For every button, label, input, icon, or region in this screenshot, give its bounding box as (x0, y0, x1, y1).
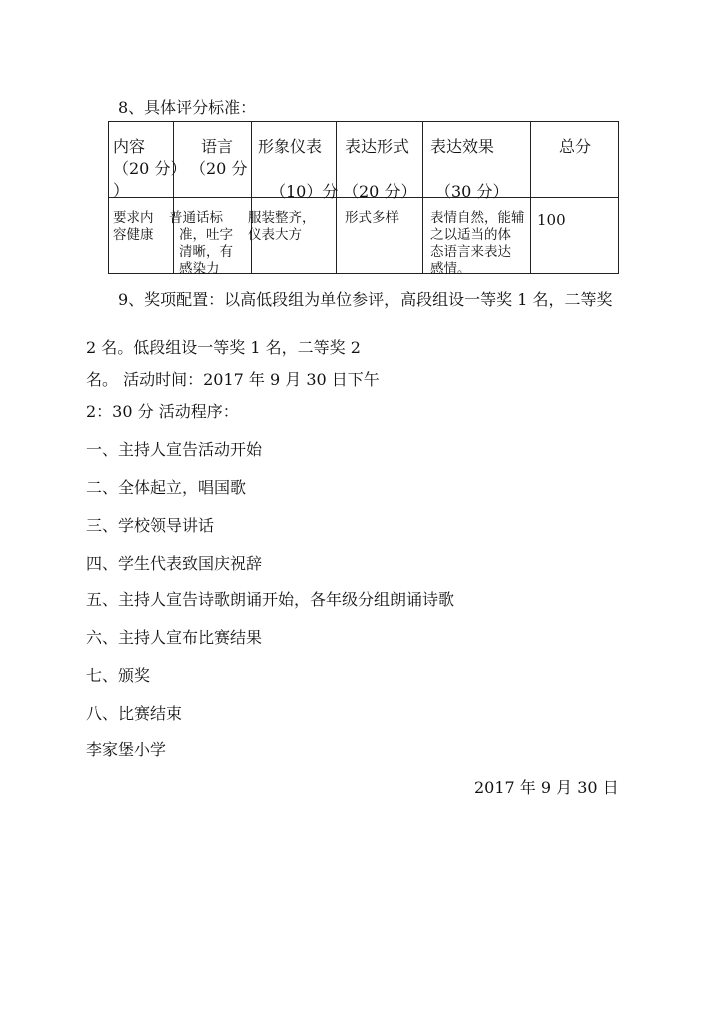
step-3: 三、学校领导讲话 (86, 516, 215, 535)
cell-form-req: 形式多样 (337, 198, 423, 274)
header-cell-content: 内容 （20 分） ） (109, 122, 174, 198)
step-1: 一、主持人宣告活动开始 (86, 440, 263, 459)
para9-line3: 名。 活动时间：2017 年 9 月 30 日下午 (86, 370, 380, 389)
step-6: 六、主持人宣布比赛结果 (86, 628, 263, 647)
table-header-row (109, 122, 619, 198)
cell-total-value: 100 (531, 198, 619, 274)
header-cell-total: 总分 (531, 122, 619, 198)
step-4: 四、学生代表致国庆祝辞 (86, 554, 263, 573)
para9-line4: 2：30 分 活动程序： (86, 402, 239, 421)
school-name: 李家堡小学 (86, 740, 167, 759)
step-8: 八、比赛结束 (86, 704, 183, 723)
scoring-table (108, 121, 619, 277)
table-row (109, 198, 619, 274)
cell-effect-req: 表情自然，能辅 之以适当的体 态语言来表达 感情。 (423, 198, 531, 274)
document-date: 2017 年 9 月 30 日 (474, 778, 619, 797)
section8-heading: 8、具体评分标准： (118, 98, 257, 117)
header-cell-language: 语言 （20 分 (174, 122, 252, 198)
cell-content-req: 要求内 容健康 (109, 198, 174, 274)
step-7: 七、颁奖 (86, 666, 151, 685)
header-cell-form: 表达形式 （20 分） (337, 122, 423, 198)
para9-line2: 2 名。低段组设一等奖 1 名，二等奖 2 (86, 338, 361, 357)
cell-language-req: 普通话标 准，吐字 清晰，有 感染力 (174, 198, 252, 274)
step-2: 二、全体起立，唱国歌 (86, 478, 247, 497)
header-cell-appearance: 形象仪表 （10）分 (252, 122, 337, 198)
cell-appearance-req: 服装整齐， 仪表大方 (252, 198, 337, 274)
header-cell-effect: 表达效果 （30 分） (423, 122, 531, 198)
step-5: 五、主持人宣告诗歌朗诵开始，各年级分组朗诵诗歌 (86, 590, 455, 609)
para9-line1: 9、奖项配置：以高低段组为单位参评，高段组设一等奖 1 名，二等奖 (118, 290, 613, 309)
